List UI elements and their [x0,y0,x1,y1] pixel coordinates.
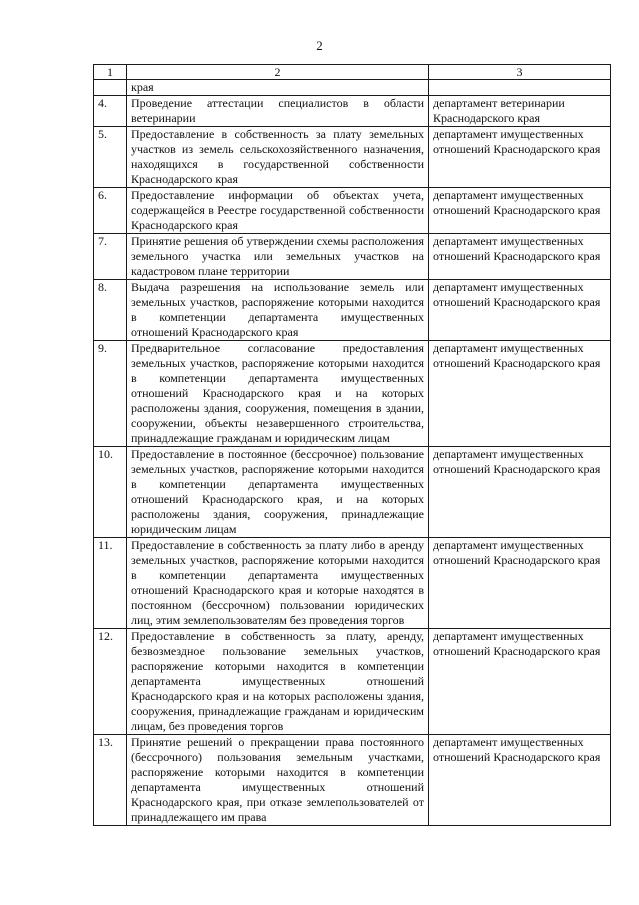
row-number: 10. [94,447,127,538]
service-description: Проведение аттестации специалистов в области ветеринарии [127,96,429,127]
service-description: Предоставление в собственность за плату земельных участков из земель сельскохозяйственного назначения, находящихся в государственной собственности Краснодарского края [127,127,429,188]
responsible-department: департамент имущественных отношений Краснодарского края [429,629,611,735]
service-description: Предварительное согласование предоставления земельных участков, распоряжение которыми находится в компетенции департамента имущественных отношений Краснодарского края и на которых расположены здания, сооружения, помещения в здании, сооружении, объекты незавершенного строительства, принадлежащие гражданам и юридическим лицам [127,341,429,447]
table-row [94,341,611,447]
table-header-row [94,65,611,80]
row-number: 6. [94,188,127,234]
service-description: Принятие решений о прекращении права постоянного (бессрочного) пользования земельным участками, распоряжение которыми находится в компетенции департамента имущественных отношений Краснодарского края, при отказе землепользователей от принадлежащего им права [127,735,429,826]
responsible-department: департамент имущественных отношений Краснодарского края [429,447,611,538]
service-description: Принятие решения об утверждении схемы расположения земельного участка или земельных участков на кадастровом плане территории [127,234,429,280]
page-number: 2 [316,38,323,53]
row-number: 4. [94,96,127,127]
row-number: 13. [94,735,127,826]
table-row [94,234,611,280]
service-description: Предоставление информации об объектах учета, содержащейся в Реестре государственной собственности Краснодарского края [127,188,429,234]
table-row [94,629,611,735]
service-description: края [127,80,429,96]
responsible-department: департамент имущественных отношений Краснодарского края [429,538,611,629]
service-description: Предоставление в собственность за плату, аренду, безвозмездное пользование земельных участков, распоряжение которыми находится в компетенции департамента имущественных отношений Краснодарского края и на которых расположены здания, сооружения, принадлежащие гражданам и юридическим лицам, без проведения торгов [127,629,429,735]
column-header-number: 1 [94,65,127,80]
table-row-continuation [94,80,611,96]
row-number: 12. [94,629,127,735]
service-description: Предоставление в собственность за плату либо в аренду земельных участков, распоряжение которыми находится в компетенции департамента имущественных отношений Краснодарского края и которые находятся в постоянном (бессрочном) пользовании юридических лиц, этим землепользователям без проведения торгов [127,538,429,629]
responsible-department: департамент имущественных отношений Краснодарского края [429,188,611,234]
column-header-service: 2 [127,65,429,80]
table-row [94,735,611,826]
table-row [94,538,611,629]
responsible-department: департамент ветеринарии Краснодарского края [429,96,611,127]
responsible-department: департамент имущественных отношений Краснодарского края [429,127,611,188]
row-number [94,80,127,96]
responsible-department: департамент имущественных отношений Краснодарского края [429,735,611,826]
responsible-department: департамент имущественных отношений Краснодарского края [429,280,611,341]
services-table [93,64,611,826]
row-number: 11. [94,538,127,629]
row-number: 8. [94,280,127,341]
responsible-department: департамент имущественных отношений Краснодарского края [429,341,611,447]
table-row [94,188,611,234]
row-number: 5. [94,127,127,188]
table-row [94,127,611,188]
responsible-department [429,80,611,96]
table-row [94,447,611,538]
row-number: 7. [94,234,127,280]
row-number: 9. [94,341,127,447]
column-header-department: 3 [429,65,611,80]
table-row [94,280,611,341]
responsible-department: департамент имущественных отношений Краснодарского края [429,234,611,280]
table-row [94,96,611,127]
service-description: Предоставление в постоянное (бессрочное) пользование земельных участков, распоряжение которыми находится в компетенции департамента имущественных отношений Краснодарского края, и на которых расположены здания, сооружения, принадлежащие юридическим лицам [127,447,429,538]
service-description: Выдача разрешения на использование земель или земельных участков, распоряжение которыми находится в компетенции департамента имущественных отношений Краснодарского края [127,280,429,341]
